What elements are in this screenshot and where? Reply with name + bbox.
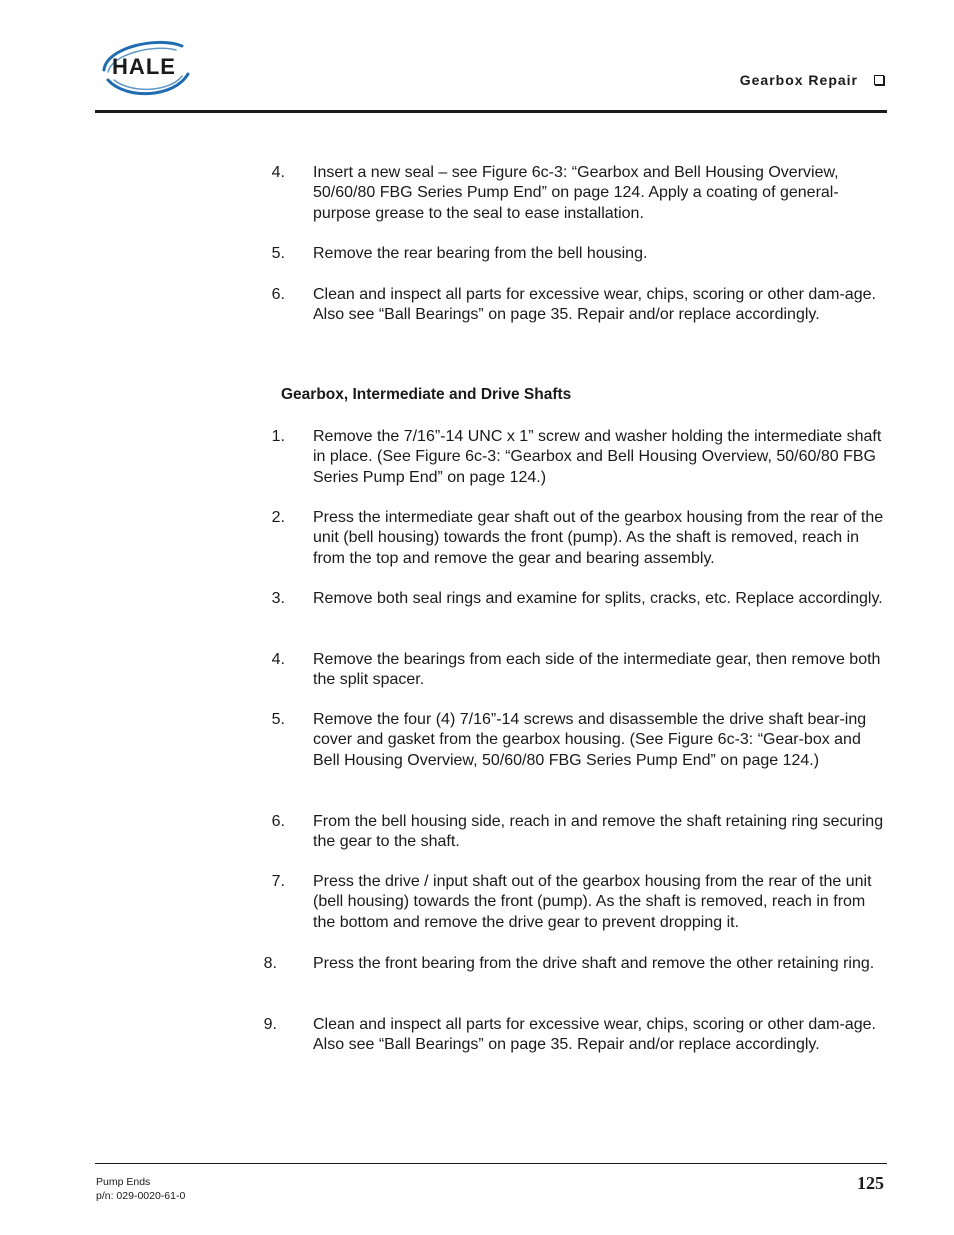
- list-number: 9.: [263, 1016, 277, 1033]
- section-heading: Gearbox, Intermediate and Drive Shafts: [281, 386, 572, 403]
- list-text: Press the drive / input shaft out of the gearbox housing from the rear of the unit (bell housing) towards the front (pump). As the shaft is removed, reach in from the bottom and remove the drive gear to prevent dropping it.: [313, 873, 872, 931]
- list-number: 6.: [271, 286, 285, 303]
- list-number: 8.: [263, 955, 277, 972]
- list-number: 5.: [271, 245, 285, 262]
- footer-part-number: p/n: 029-0020-61-0: [96, 1190, 186, 1202]
- list-number: 1.: [271, 428, 285, 445]
- footer-doc-name: Pump Ends: [96, 1176, 151, 1188]
- list-text: Clean and inspect all parts for excessive wear, chips, scoring or other dam-age. Also see “Ball Bearings” on page 35. Repair and/or replace accordingly.: [313, 1016, 876, 1054]
- list-text: Remove the four (4) 7/16”-14 screws and disassemble the drive shaft bear-ing cover and gasket from the gearbox housing. (See Figure 6c-3: “Gear-box and Bell Housing Overview, 50/60/80 FBG Series Pump End” on page 124.): [313, 711, 867, 769]
- list-text: Remove the bearings from each side of the intermediate gear, then remove both the split spacer.: [313, 651, 881, 689]
- list-number: 5.: [271, 711, 285, 728]
- list-text: Clean and inspect all parts for excessive wear, chips, scoring or other dam-age. Also see “Ball Bearings” on page 35. Repair and/or replace accordingly.: [313, 286, 876, 324]
- page-number: 125: [857, 1173, 884, 1193]
- checkbox-bullet-icon: [874, 75, 884, 85]
- list-number: 4.: [271, 651, 285, 668]
- list-text: Remove the 7/16”-14 UNC x 1” screw and washer holding the intermediate shaft in place. (See Figure 6c-3: “Gearbox and Bell Housing Overview, 50/60/80 FBG Series Pump End” on page 124.): [313, 428, 882, 486]
- running-header: [740, 72, 884, 88]
- list-text: Remove both seal rings and examine for splits, cracks, etc. Replace accordingly.: [313, 590, 883, 607]
- header-title: Gearbox Repair: [739, 72, 858, 88]
- list-text: Press the intermediate gear shaft out of the gearbox housing from the rear of the unit (bell housing) towards the front (pump). As the shaft is removed, reach in from the top and remove the gear and bearing assembly.: [313, 509, 884, 567]
- logo-text: HALE: [112, 54, 176, 79]
- list-number: 4.: [271, 164, 285, 181]
- header-rule: [95, 110, 887, 113]
- list-text: Insert a new seal – see Figure 6c-3: “Gearbox and Bell Housing Overview, 50/60/80 FBG Series Pump End” on page 124. Apply a coating of general-purpose grease to the seal to ease installation.: [313, 164, 839, 222]
- footer-rule: [95, 1163, 887, 1164]
- list-number: 6.: [271, 813, 285, 830]
- hale-logo: [96, 36, 192, 98]
- list-number: 3.: [271, 590, 285, 607]
- list-number: 2.: [271, 509, 285, 526]
- footer-info: [96, 1175, 185, 1203]
- list-text: Remove the rear bearing from the bell housing.: [313, 245, 648, 262]
- list-number: 7.: [271, 873, 285, 890]
- list-text: Press the front bearing from the drive shaft and remove the other retaining ring.: [313, 955, 875, 972]
- list-text: From the bell housing side, reach in and remove the shaft retaining ring securing the gear to the shaft.: [313, 813, 884, 851]
